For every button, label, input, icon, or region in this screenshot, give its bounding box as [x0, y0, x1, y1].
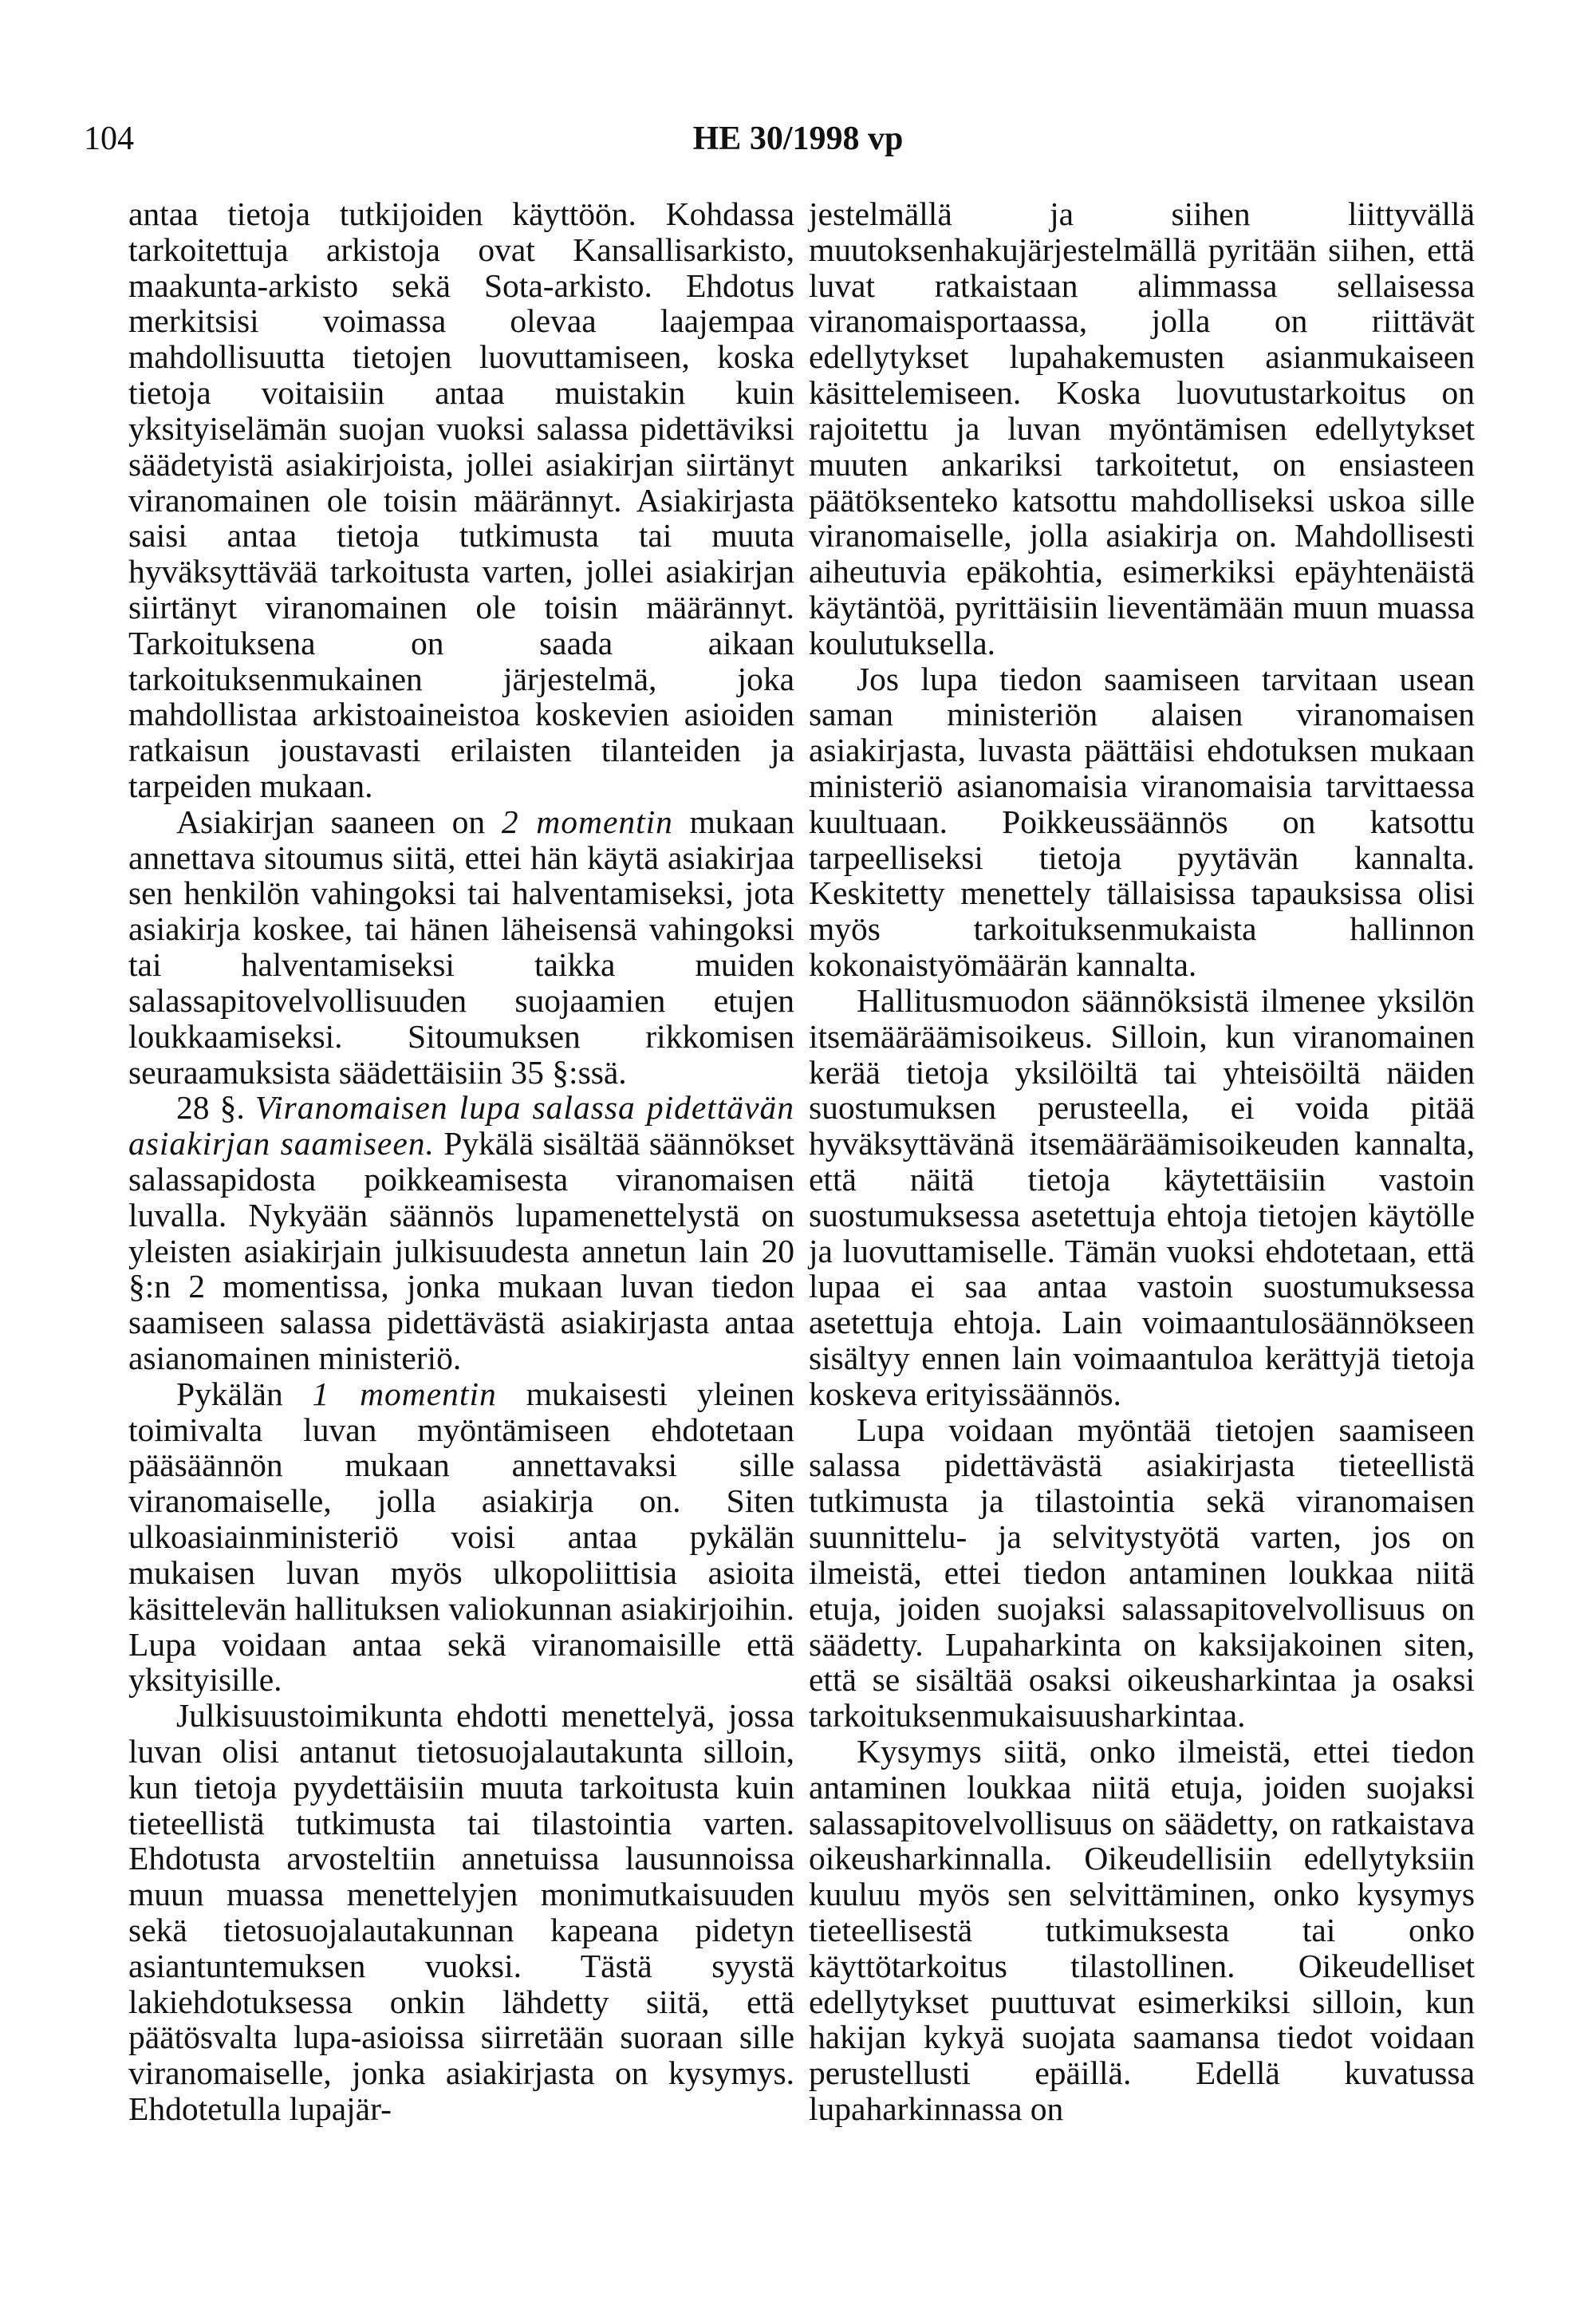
paragraph — [128, 1376, 794, 1698]
paragraph — [128, 804, 794, 1091]
paragraph: antaa tietoja tutkijoiden käyttöön. Kohdassa tarkoitettuja arkistoja ovat Kansallisarkisto, maakunta-arkisto sekä Sota-arkisto. Ehdotus merkitsisi voimassa olevaa laajempaa mahdollisuutta tietojen luovuttamiseen, koska tietoja voitaisiin antaa muistakin kuin yksityiselämän suojan vuoksi salassa pidettäviksi säädetyistä asiakirjoista, jollei asiakirjan siirtänyt viranomainen ole toisin määrännyt. Asiakirjasta saisi antaa tietoja tutkimusta tai muuta hyväksyttävää tarkoitusta varten, jollei asiakirjan siirtänyt viranomainen ole toisin määrännyt. Tarkoituksena on saada aikaan tarkoituksenmukainen järjestelmä, joka mahdollistaa arkistoaineistoa koskevien asioiden ratkaisun joustavasti erilaisten tilanteiden ja tarpeiden mukaan. — [128, 195, 794, 804]
text-run: mukaisesti yleinen toimivalta luvan myöntämiseen ehdotetaan pääsäännön mukaan annettavaksi sille viranomaiselle, jolla asiakirja on. Siten ulkoasiainministeriö voisi antaa pykälän mukaisen luvan myös ulkopoliittisia asioita käsittelevän hallituksen valiokunnan asiakirjoihin. Lupa voidaan antaa sekä viranomaisille että yksityisille. — [128, 1375, 795, 1699]
emphasis-text: 2 momentin — [501, 803, 673, 840]
section-heading: Viranomaisen lupa salassa pidettävän asiakirjan saamiseen. — [128, 1089, 795, 1162]
text-run: mukaan annettava sitoumus siitä, ettei hän käytä asiakirjaa sen henkilön vahingoksi tai halventamiseksi, jota asiakirja koskee, tai hänen läheisensä vahingoksi tai halventamiseksi taikka muiden salassapitovelvollisuuden suojaamien etujen loukkaamiseksi. Sitoumuksen rikkomisen seuraamuksista säädettäisiin 35 §:ssä. — [128, 803, 795, 1091]
paragraph: Kysymys siitä, onko ilmeistä, ettei tiedon antaminen loukkaa niitä etuja, joiden suojaksi salassapitovelvollisuus on säädetty, on ratkaistava oikeusharkinnalla. Oikeudellisiin edellytyksiin kuuluu myös sen selvittäminen, onko kysymys tieteellisestä tutkimuksesta tai onko käyttötarkoitus tilastollinen. Oikeudelliset edellytykset puuttuvat esimerkiksi silloin, kun hakijan kykyä suojata saamansa tiedot voidaan perustellusti epäillä. Edellä kuvatussa lupaharkinnassa on — [809, 1732, 1475, 2128]
document-identifier: HE 30/1998 vp — [692, 120, 904, 157]
text-run: Asiakirjan saaneen on — [176, 803, 486, 840]
emphasis-text: 1 momentin — [312, 1375, 497, 1412]
paragraph: Lupa voidaan myöntää tietojen saamiseen salassa pidettävästä asiakirjasta tieteellistä tutkimusta ja tilastointia sekä viranomaisen suunnittelu- ja selvitystyötä varten, jos on ilmeistä, ettei tiedon antaminen loukkaa niitä etuja, joiden suojaksi salassapitovelvollisuus on säädetty. Lupaharkinta on kaksijakoinen siten, että se sisältää osaksi oikeusharkintaa ja osaksi tarkoituksenmukaisuusharkintaa. — [809, 1411, 1475, 1735]
page-number: 104 — [84, 120, 134, 157]
page-header — [0, 120, 1596, 168]
paragraph: Hallitusmuodon säännöksistä ilmenee yksilön itsemääräämisoikeus. Silloin, kun viranomainen kerää tietoja yksilöiltä tai yhteisöiltä näiden suostumuksen perusteella, ei voida pitää hyväksyttävänä itsemääräämisoikeuden kannalta, että näitä tietoja käytettäisiin vastoin suostumuksessa asetettuja ehtoja tietojen käytölle ja luovuttamiselle. Tämän vuoksi ehdotetaan, että lupaa ei saa antaa vastoin suostumuksessa asetettuja ehtoja. Lain voimaantulosäännökseen sisältyy ennen lain voimaantuloa kerättyjä tietoja koskeva erityissäännös. — [809, 981, 1475, 1412]
paragraph: Jos lupa tiedon saamiseen tarvitaan usean saman ministeriön alaisen viranomaisen asiakirjasta, luvasta päättäisi ehdotuksen mukaan ministeriö asianomaisia viranomaisia tarvittaessa kuultuaan. Poikkeussäännös on katsottu tarpeelliseksi tietoja pyytävän kannalta. Keskitetty menettely tällaisissa tapauksissa olisi myös tarkoituksenmukaista hallinnon kokonaistyömäärän kannalta. — [809, 660, 1475, 984]
text-run: Pykälän — [176, 1375, 283, 1412]
section-paragraph — [128, 1090, 794, 1376]
section-number: 28 §. — [176, 1089, 245, 1127]
paragraph: Julkisuustoimikunta ehdotti menettelyä, jossa luvan olisi antanut tietosuojalautakunta silloin, kun tietoja pyydettäisiin muuta tarkoitusta kuin tieteellistä tutkimusta tai tilastointia varten. Ehdotusta arvosteltiin annetuissa lausunnoissa muun muassa menettelyjen monimutkaisuuden sekä tietosuojalautakunnan kapeana pidetyn asiantuntemuksen vuoksi. Tästä syystä lakiehdotuksessa onkin lähdetty siitä, että päätösvalta lupa-asioissa siirretään suoraan sille viranomaiselle, jonka asiakirjasta on kysymys. Ehdotetulla lupajär- — [128, 1697, 794, 2128]
paragraph: jestelmällä ja siihen liittyvällä muutoksenhakujärjestelmällä pyritään siihen, että luvat ratkaistaan alimmassa sellaisessa viranomaisportaassa, jolla on riittävät edellytykset lupahakemusten asianmukaiseen käsittelemiseen. Koska luovutustarkoitus on rajoitettu ja luvan myöntämisen edellytykset muuten ankariksi tarkoitetut, on ensiasteen päätöksenteko katsottu mahdolliseksi uskoa sille viranomaiselle, jolla asiakirja on. Mahdollisesti aiheutuvia epäkohtia, esimerkiksi epäyhtenäistä käytäntöä, pyrittäisiin lieventämään muun muassa koulutuksella. — [809, 195, 1475, 661]
right-column — [809, 196, 1475, 2127]
left-column — [128, 196, 794, 2127]
text-run: Pykälä sisältää säännökset salassapidosta poikkeamisesta viranomaisen luvalla. Nykyään säännös lupamenettelystä on yleisten asiakirjain julkisuudesta annetun lain 20 §:n 2 momentissa, jonka mukaan luvan tiedon saamiseen salassa pidettävästä asiakirjasta antaa asianomainen ministeriö. — [128, 1125, 795, 1376]
